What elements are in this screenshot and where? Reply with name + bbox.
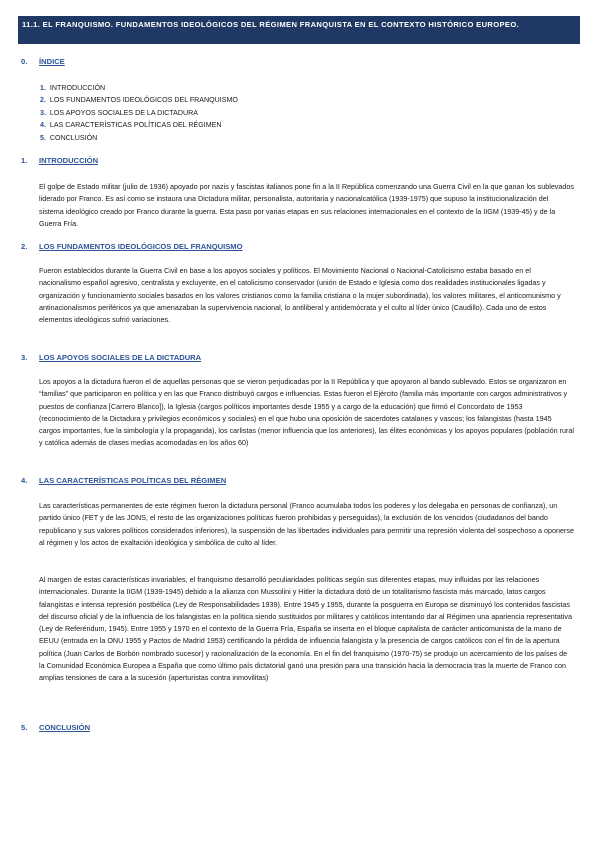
toc-item-label: CONCLUSIÓN [49, 133, 98, 142]
section-heading-conclusion [21, 722, 90, 734]
toc-item-number: 5. [40, 133, 46, 142]
section-title: LAS CARACTERÍSTICAS POLÍTICAS DEL RÉGIMEN [39, 476, 227, 485]
index-heading-text: ÍNDICE [39, 57, 65, 66]
toc-item-label: INTRODUCCIÓN [49, 84, 106, 92]
toc-item-number: 3. [40, 108, 46, 117]
section-heading-fundamentos [21, 241, 243, 253]
section-paragraph: Al margen de estas características invariables, el franquismo desarrolló peculiaridades políticas según sus diferentes etapas, muy influidas por las relaciones internacionales. Durante la IIGM (1939-1945) debido a la alianza con Mussolini y Hitler la dictadura dotó de un totalitarismo fascista más marcado, latos cargos falangistas e intensa represión postbélica (Ley de Responsabilidades 1939). Entre 1945 y 1955, durante la posguerra en Europa se disminuyó los contenidos fascistas del discurso oficial y de la influencia de los falangistas en la política siendo sustituidos por militares y católicos intentando dar al Régimen una apariencia representativa (Ley de Referéndum, 1945). Entre 1955 y 1970 en el contexto de la Guerra Fría, España se inserta en el bloque capitalista de carácter anticomunista de la mano de EEUU (entrada en la ONU 1955 y Pactos de Madrid 1953) certificando la pérdida de influencia falangista y la presencia de cargos católicos con el fin de la apertura política (Juan Carlos de Borbón nombrado sucesor) y racionalización de la economía. En el fin del franquismo (1970-75) se produjo un acercamiento de los países de la Comunidad Económica Europea a España que como último país dictatorial ganó una presión para una transición hacia la democracia tras la muerte de Franco con amplias tensiones de cara a la sucesión (aperturistas contra inmovilitas) [39, 575, 572, 683]
toc-item-number: 1. [40, 84, 46, 92]
section-number: 3. [21, 353, 28, 362]
toc-item-label: LOS APOYOS SOCIALES DE LA DICTADURA [49, 108, 199, 117]
document-title: 11.1. EL FRANQUISMO. FUNDAMENTOS IDEOLÓGICOS DEL RÉGIMEN FRANQUISTA EN EL CONTEXTO HISTÓRICO EUROPEO. [18, 16, 580, 44]
section-number: 2. [21, 242, 28, 251]
section-title: INTRODUCCIÓN [39, 156, 99, 165]
section-number: 5. [21, 723, 28, 732]
section-paragraph: Los apoyos a la dictadura fueron el de aquellas personas que se vieron perjudicadas por la II República y que apoyaron al bando sublevado. Estos se organizaron en “familias” que participaron en política y en las que Franco distribuyó cargos e influencias. Estas fueron el Ejército (familia más importante con cargos administrativos y puestos de confianza [Carrero Blanco]), la Iglesia (cargos políticos importantes desde 1955 y a cargo de la educación) que firmó el Concordato de 1953 (reconocimiento de la Dictadura y privilegios económicos y sociales) en el que hubo una oposición de sacerdotes catalanes y vascos; los falangistas (hasta 1945 cargos importantes, fue la simbología y la propaganda), los carlistas (menor influencia que los anteriores), las élites económicas y los apoyos populares (población rural y católica además de clases medias acomodadas en los años 60) [39, 377, 574, 448]
section-title: LOS FUNDAMENTOS IDEOLÓGICOS DEL FRANQUISMO [39, 242, 243, 251]
section-title: LOS APOYOS SOCIALES DE LA DICTADURA [39, 353, 202, 362]
section-heading-apoyos [21, 352, 201, 364]
section-title: CONCLUSIÓN [39, 723, 91, 732]
section-number: 4. [21, 476, 28, 485]
section-paragraph: Fueron establecidos durante la Guerra Civil en base a los apoyos sociales y políticos. El Movimiento Nacional o Nacional-Catolicismo estaba basado en el nacionalismo español agresivo, centralista y excluyente, en el catolicismo conservador (unión de Estado e Iglesia como dos realidades institucionales ligadas y organización y funcionamiento sociales basados en los valores cristianos como la familia cristiana o la mujer subordinada), los valores militares, el anticomunismo y antinacionalismos periféricos ya que amenazaban la supervivencia nacional, lo antiliberal y antidemócrata y el culto al líder único (Caudillo). Cada uno de estos elementos ideológicos sufrió variaciones. [39, 266, 561, 325]
section-paragraph: El golpe de Estado militar (julio de 1936) apoyado por nazis y fascistas italianos pone fin a la II República comenzando una Guerra Civil en la que ganan los sublevados liderado por Franco. Es así como se instaura una Dictadura militar, personalista, autoritaria y nacionalcatólica (1939-1975) que supuso la institucionalización del sistema ideológico creado por Franco durante la guerra. Esta paso por varias etapas en sus relaciones internacionales en el contexto de la IIGM (1939-45) y de la Guerra Fría. [39, 182, 574, 228]
toc-item-number: 4. [40, 121, 46, 130]
toc-item-number: 2. [40, 96, 46, 105]
section-number: 1. [21, 156, 28, 165]
toc-item[interactable] [40, 119, 340, 131]
index-heading-number: 0. [21, 57, 28, 66]
table-of-contents [40, 82, 340, 144]
toc-item[interactable] [40, 132, 340, 144]
toc-item-label: LAS CARACTERÍSTICAS POLÍTICAS DEL RÉGIMEN [49, 121, 222, 130]
section-paragraph: Las características permanentes de este régimen fueron la dictadura personal (Franco acumulaba todos los poderes y los delegaba en personas de confianza), un partido único (FET y de las JONS, el resto de las organizaciones políticas fueron prohibidas y perseguidas), la exclusión de los vencidos (ciudadanos del bando republicano y sus valores políticos considerados inferiores), la suspensión de las libertades individuales para permitir una represión violenta del sospechoso a oponerse al régimen y los actos de exaltación ideológica y simbólica de culto al líder. [39, 501, 574, 547]
toc-item[interactable] [40, 94, 340, 106]
toc-item[interactable] [40, 82, 340, 94]
index-heading [21, 56, 65, 68]
section-heading-caracteristicas [21, 475, 226, 487]
toc-item[interactable] [40, 107, 340, 119]
toc-item-label: LOS FUNDAMENTOS IDEOLÓGICOS DEL FRANQUISMO [49, 96, 238, 105]
section-heading-introduccion [21, 155, 98, 167]
